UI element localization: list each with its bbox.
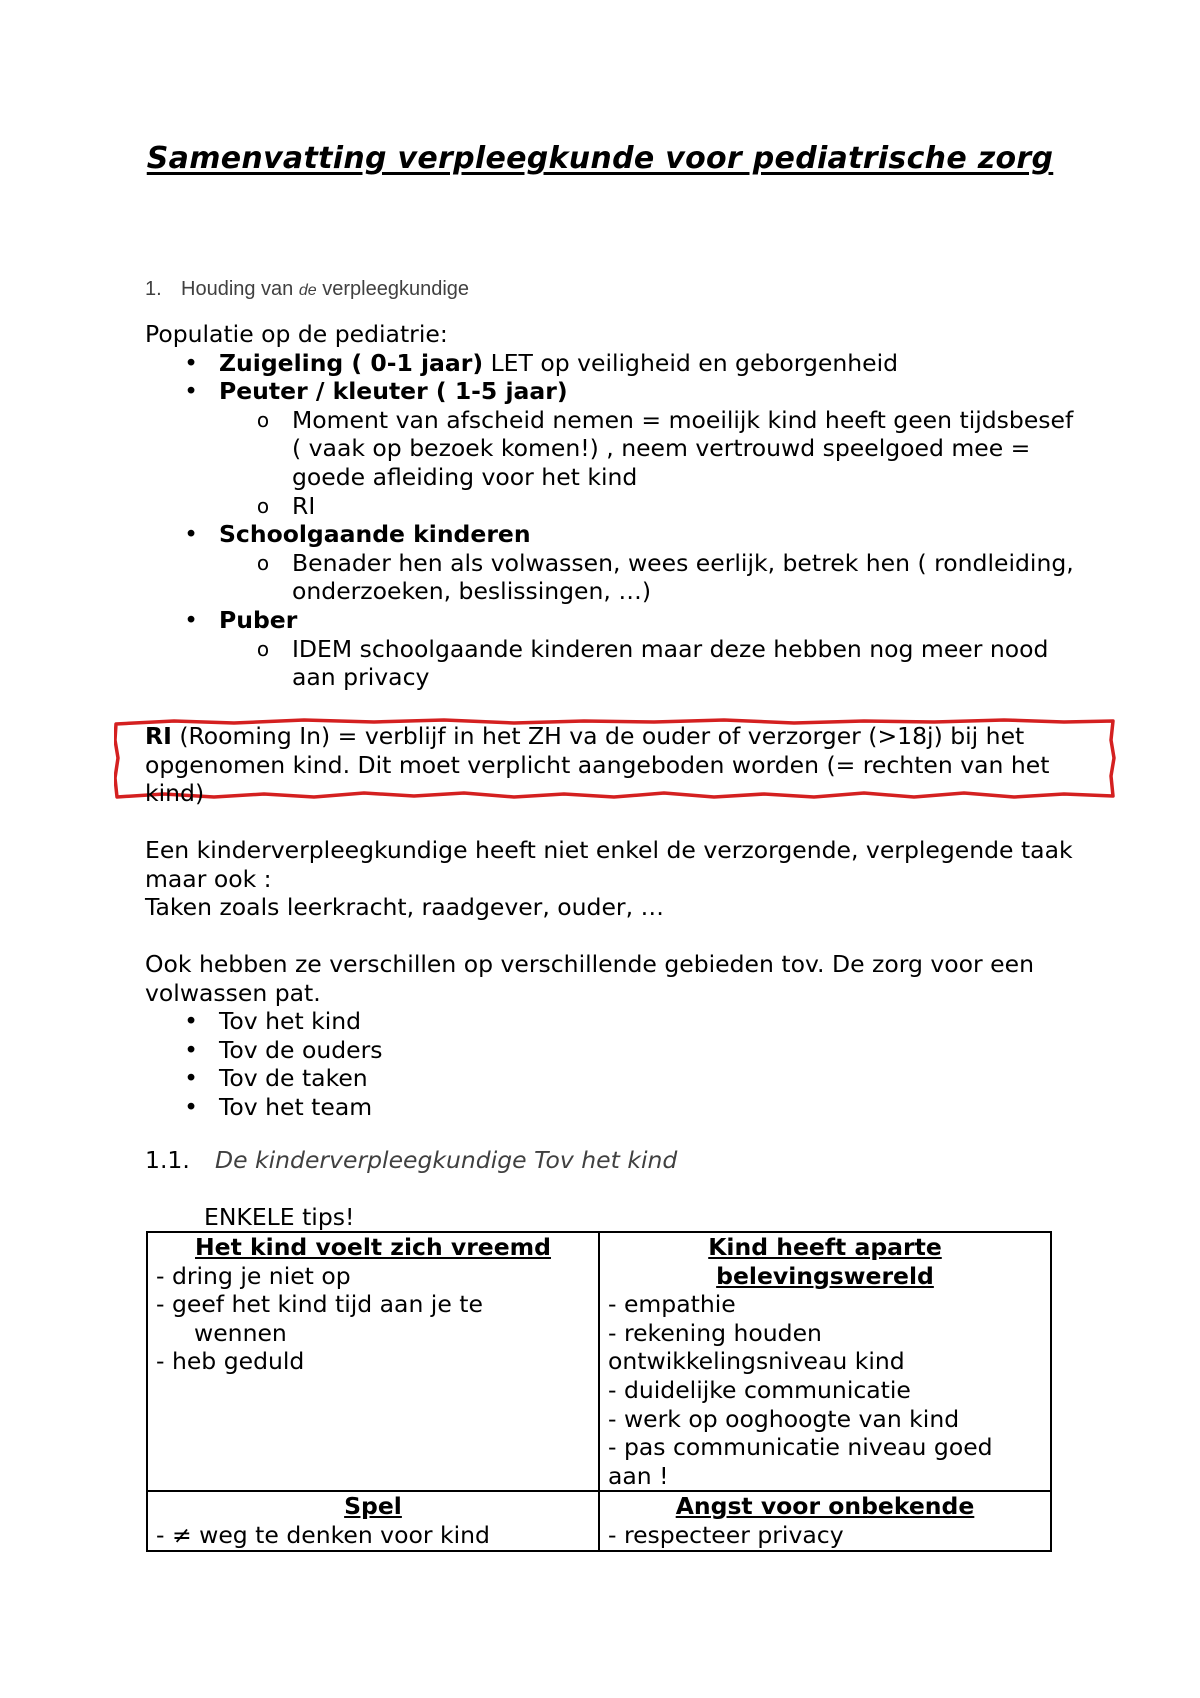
bullet-icon: • (184, 1064, 198, 1093)
list-item (145, 1064, 1075, 1093)
bullet-icon: • (184, 377, 198, 406)
cell-line: - heb geduld (156, 1347, 305, 1376)
group-note: LET op veiligheid en geborgenheid (483, 348, 899, 377)
paragraph-tasks (145, 836, 1075, 922)
list-item (145, 1036, 1075, 1065)
cell-header: Angst voor onbekende (675, 1492, 975, 1521)
list-item-text: Tov het kind (219, 1007, 362, 1036)
heading-number: 1.1. (145, 1146, 190, 1174)
tips-table (146, 1231, 1052, 1552)
cell-header: Het kind voelt zich vreemd (195, 1233, 551, 1261)
circle-bullet-icon: o (256, 636, 270, 661)
list-item (145, 377, 1075, 406)
heading-text-post: verpleegkundige (316, 278, 470, 300)
heading-text: De kinderverpleegkundige Tov het kind (215, 1146, 678, 1174)
rooming-in-definition (145, 722, 1075, 808)
cell-line: wennen (194, 1318, 287, 1347)
list-item (145, 520, 1075, 549)
paragraph-line: Ook hebben ze verschillen op verschillende gebieden tov. De zorg voor een volwassen pat. (145, 950, 1034, 1007)
cell-header: Kind heeft aparte belevingswereld (708, 1233, 942, 1290)
list-item (145, 1007, 1075, 1036)
cell-header: Spel (344, 1492, 402, 1521)
paragraph-line: Een kinderverpleegkundige heeft niet enkel de verzorgende, verplegende taak maar ook : (145, 836, 1073, 893)
table-row (147, 1232, 1051, 1491)
list-item-text: Tov het team (219, 1092, 373, 1121)
tov-list (145, 1007, 1075, 1121)
bullet-icon: • (184, 348, 198, 377)
cell-line: - rekening houden ontwikkelingsniveau kind (608, 1318, 905, 1376)
document-title: Samenvatting verpleegkunde voor pediatrische zorg (146, 141, 1054, 176)
ri-text: (Rooming In) = verblijf in het ZH va de ouder of verzorger (>18j) bij het opgenomen kind. Dit moet verplicht aangeboden worden (= rechten van het kind) (145, 722, 1050, 808)
paragraph-line: Taken zoals leerkracht, raadgever, ouder, … (145, 893, 665, 922)
circle-bullet-icon: o (256, 407, 270, 432)
population-intro: Populatie op de pediatrie: (145, 320, 448, 348)
sub-item-text: Benader hen als volwassen, wees eerlijk, betrek hen ( rondleiding, onderzoeken, beslissingen, …) (292, 548, 1074, 606)
bullet-icon: • (184, 1035, 198, 1064)
bullet-icon: • (184, 520, 198, 549)
paragraph-differences (145, 950, 1075, 1122)
sub-list-item (145, 549, 1075, 606)
sub-item-text: Moment van afscheid nemen = moeilijk kind heeft geen tijdsbesef ( vaak op bezoek komen!) , neem vertrouwd speelgoed mee = goede afleiding voor het kind (292, 405, 1074, 491)
cell-line: - geef het kind tijd aan je te (156, 1290, 483, 1319)
population-section (145, 320, 1075, 692)
bullet-icon: • (184, 1092, 198, 1121)
cell-line: - pas communicatie niveau goed aan ! (608, 1433, 993, 1490)
list-item (145, 606, 1075, 635)
tips-label: ENKELE tips! (204, 1203, 355, 1231)
cell-line: - empathie (608, 1290, 736, 1319)
list-item-text: Tov de ouders (219, 1035, 383, 1064)
group-label: Zuigeling ( 0-1 jaar) (219, 348, 484, 377)
ri-term: RI (145, 722, 172, 750)
table-row (147, 1491, 1051, 1550)
bullet-icon: • (184, 1007, 198, 1036)
circle-bullet-icon: o (256, 550, 270, 575)
cell-line: - ≠ weg te denken voor kind (156, 1520, 490, 1549)
section-heading-1 (145, 278, 469, 301)
cell-line: - respecteer privacy (608, 1520, 844, 1549)
cell-line: - werk op ooghoogte van kind (608, 1404, 960, 1433)
population-list (145, 349, 1075, 692)
group-label: Puber (219, 605, 298, 634)
list-item (145, 1093, 1075, 1122)
sub-list-item (145, 635, 1075, 692)
sub-item-text: IDEM schoolgaande kinderen maar deze hebben nog meer nood aan privacy (292, 634, 1049, 692)
heading-number: 1. (145, 278, 162, 300)
table-cell (147, 1491, 599, 1550)
group-label: Schoolgaande kinderen (219, 520, 531, 549)
list-item-text: Tov de taken (219, 1064, 368, 1093)
circle-bullet-icon: o (256, 493, 270, 518)
sub-item-text: RI (292, 491, 316, 520)
group-label: Peuter / kleuter ( 1-5 jaar) (219, 377, 568, 406)
sub-list-item (145, 492, 1075, 521)
heading-text-pre: Houding van (181, 278, 299, 300)
sub-list-item (145, 406, 1075, 492)
section-heading-1-1 (145, 1146, 677, 1174)
table-cell (599, 1491, 1051, 1550)
cell-line: - dring je niet op (156, 1261, 351, 1290)
heading-text-de: de (298, 282, 317, 299)
list-item (145, 349, 1075, 378)
table-cell (599, 1232, 1051, 1491)
table-cell (147, 1232, 599, 1491)
cell-line: - duidelijke communicatie (608, 1375, 911, 1404)
bullet-icon: • (184, 605, 198, 634)
